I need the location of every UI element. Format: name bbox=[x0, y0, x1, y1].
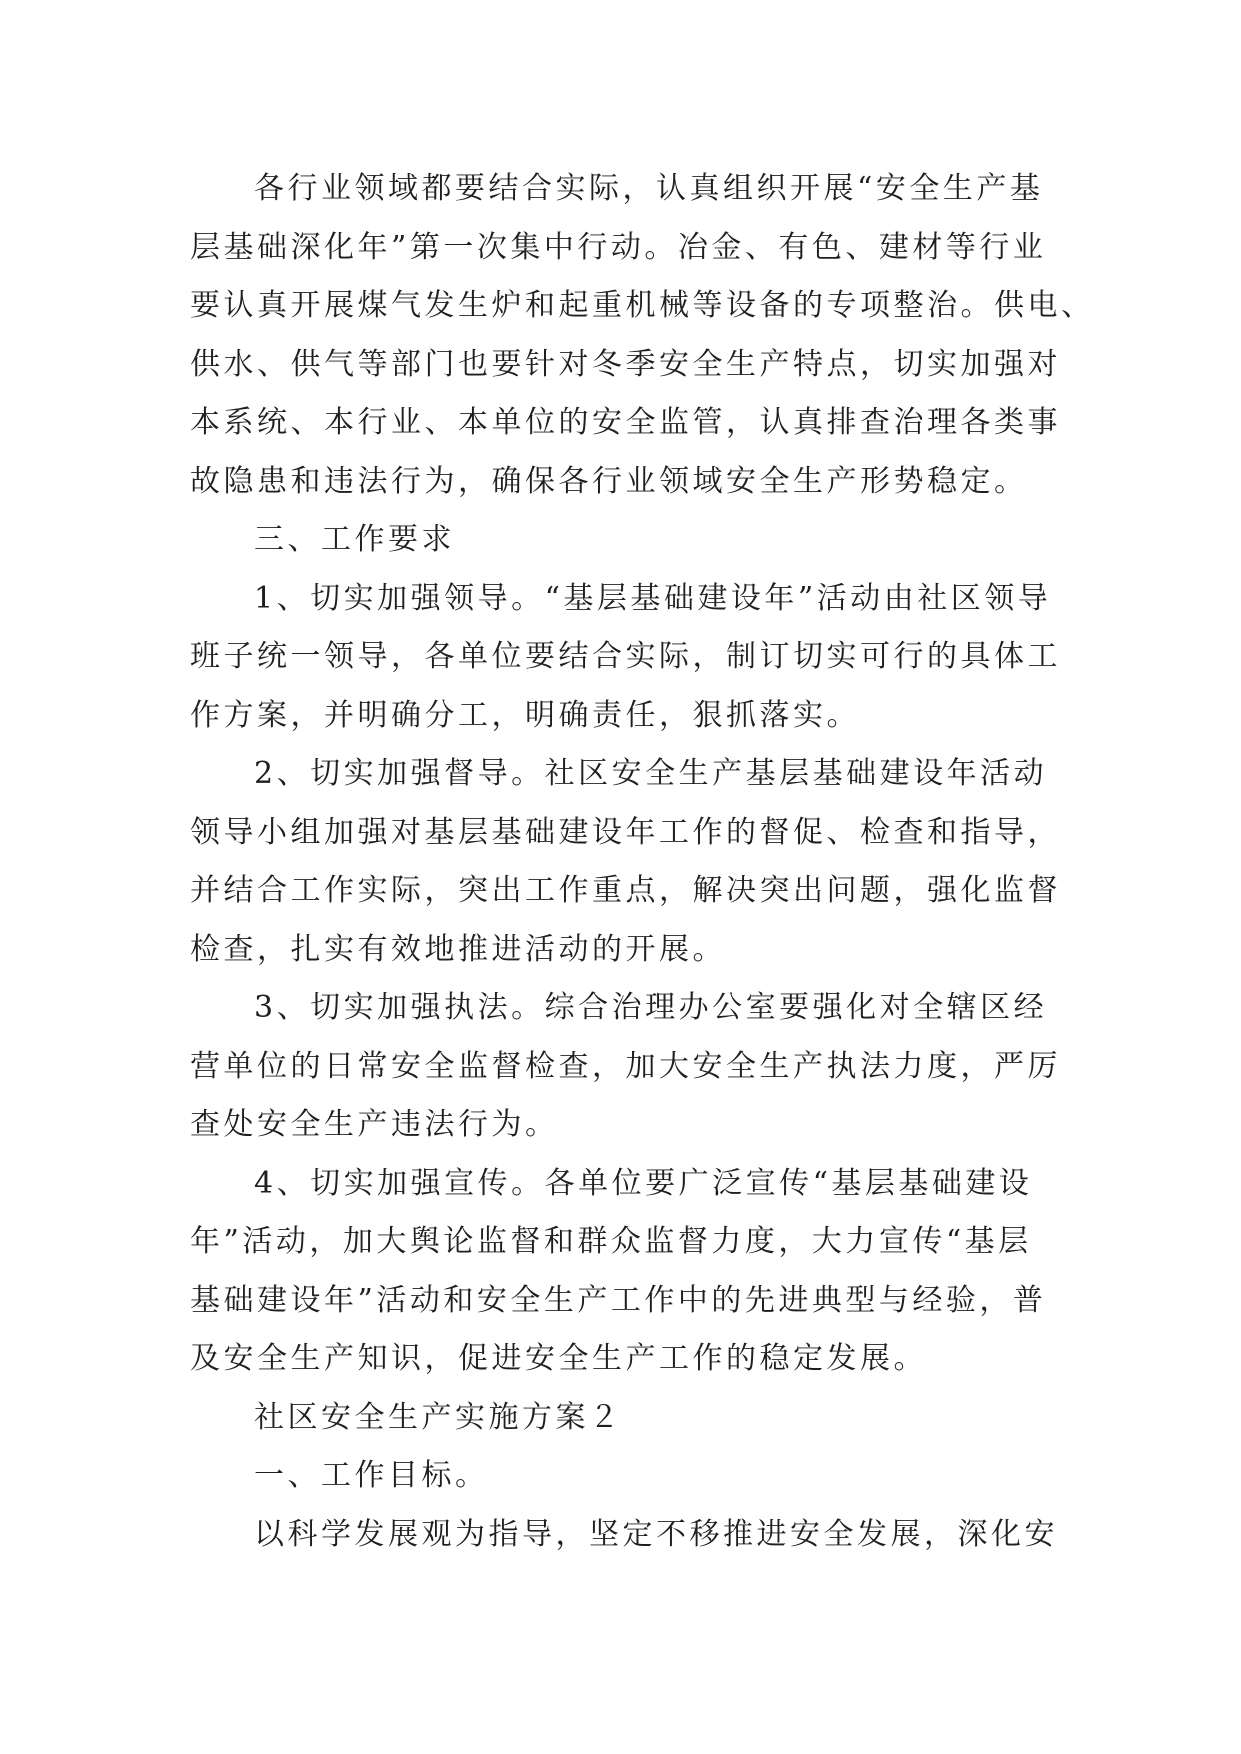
paragraph-line: 班子统一领导，各单位要结合实际，制订切实可行的具体工 bbox=[190, 639, 1061, 674]
paragraph-line: 营单位的日常安全监督检查，加大安全生产执法力度，严厉 bbox=[190, 1048, 1061, 1084]
paragraph-first-line: 1、切实加强领导。“基层基础建设年”活动由社区领导 bbox=[254, 580, 1052, 616]
paragraph-line: 检查，扎实有效地推进活动的开展。 bbox=[190, 931, 726, 967]
paragraph-line: 层基础深化年”第一次集中行动。冶金、有色、建材等行业 bbox=[190, 229, 1047, 265]
paragraph-first-line: 4、切实加强宣传。各单位要广泛宣传“基层基础建设 bbox=[254, 1165, 1033, 1201]
paragraph-first-line: 2、切实加强督导。社区安全生产基层基础建设年活动 bbox=[254, 756, 1048, 791]
paragraph-line: 基础建设年”活动和安全生产工作中的先进典型与经验，普 bbox=[190, 1282, 1047, 1318]
paragraph-line: 本系统、本行业、本单位的安全监管，认真排查治理各类事 bbox=[190, 405, 1061, 440]
paragraph-first-line: 一、工作目标。 bbox=[254, 1458, 489, 1493]
paragraph-line: 领导小组加强对基层基础建设年工作的督促、检查和指导， bbox=[190, 814, 1061, 850]
document-body bbox=[190, 160, 1095, 1564]
paragraph-line: 作方案，并明确分工，明确责任，狠抓落实。 bbox=[190, 697, 860, 733]
paragraph-line: 及安全生产知识，促进安全生产工作的稳定发展。 bbox=[190, 1341, 927, 1376]
paragraph-line: 供水、供气等部门也要针对冬季安全生产特点，切实加强对 bbox=[190, 346, 1061, 382]
paragraph-first-line: 以科学发展观为指导，坚定不移推进安全发展，深化安 bbox=[254, 1516, 1058, 1552]
paragraph-first-line: 3、切实加强执法。综合治理办公室要强化对全辖区经 bbox=[254, 990, 1048, 1025]
paragraph-first-line: 社区安全生产实施方案２ bbox=[254, 1399, 623, 1435]
paragraph-line: 查处安全生产违法行为。 bbox=[190, 1107, 559, 1142]
paragraph-line: 要认真开展煤气发生炉和起重机械等设备的专项整治。供电、 bbox=[190, 288, 1095, 323]
paragraph-line: 并结合工作实际，突出工作重点，解决突出问题，强化监督 bbox=[190, 873, 1061, 908]
paragraph-first-line: 各行业领域都要结合实际，认真组织开展“安全生产基 bbox=[254, 171, 1044, 206]
paragraph-line: 故隐患和违法行为，确保各行业领域安全生产形势稳定。 bbox=[190, 463, 1028, 499]
paragraph-line: 年”活动，加大舆论监督和群众监督力度，大力宣传“基层 bbox=[190, 1224, 1032, 1259]
paragraph-first-line: 三、工作要求 bbox=[254, 522, 455, 557]
